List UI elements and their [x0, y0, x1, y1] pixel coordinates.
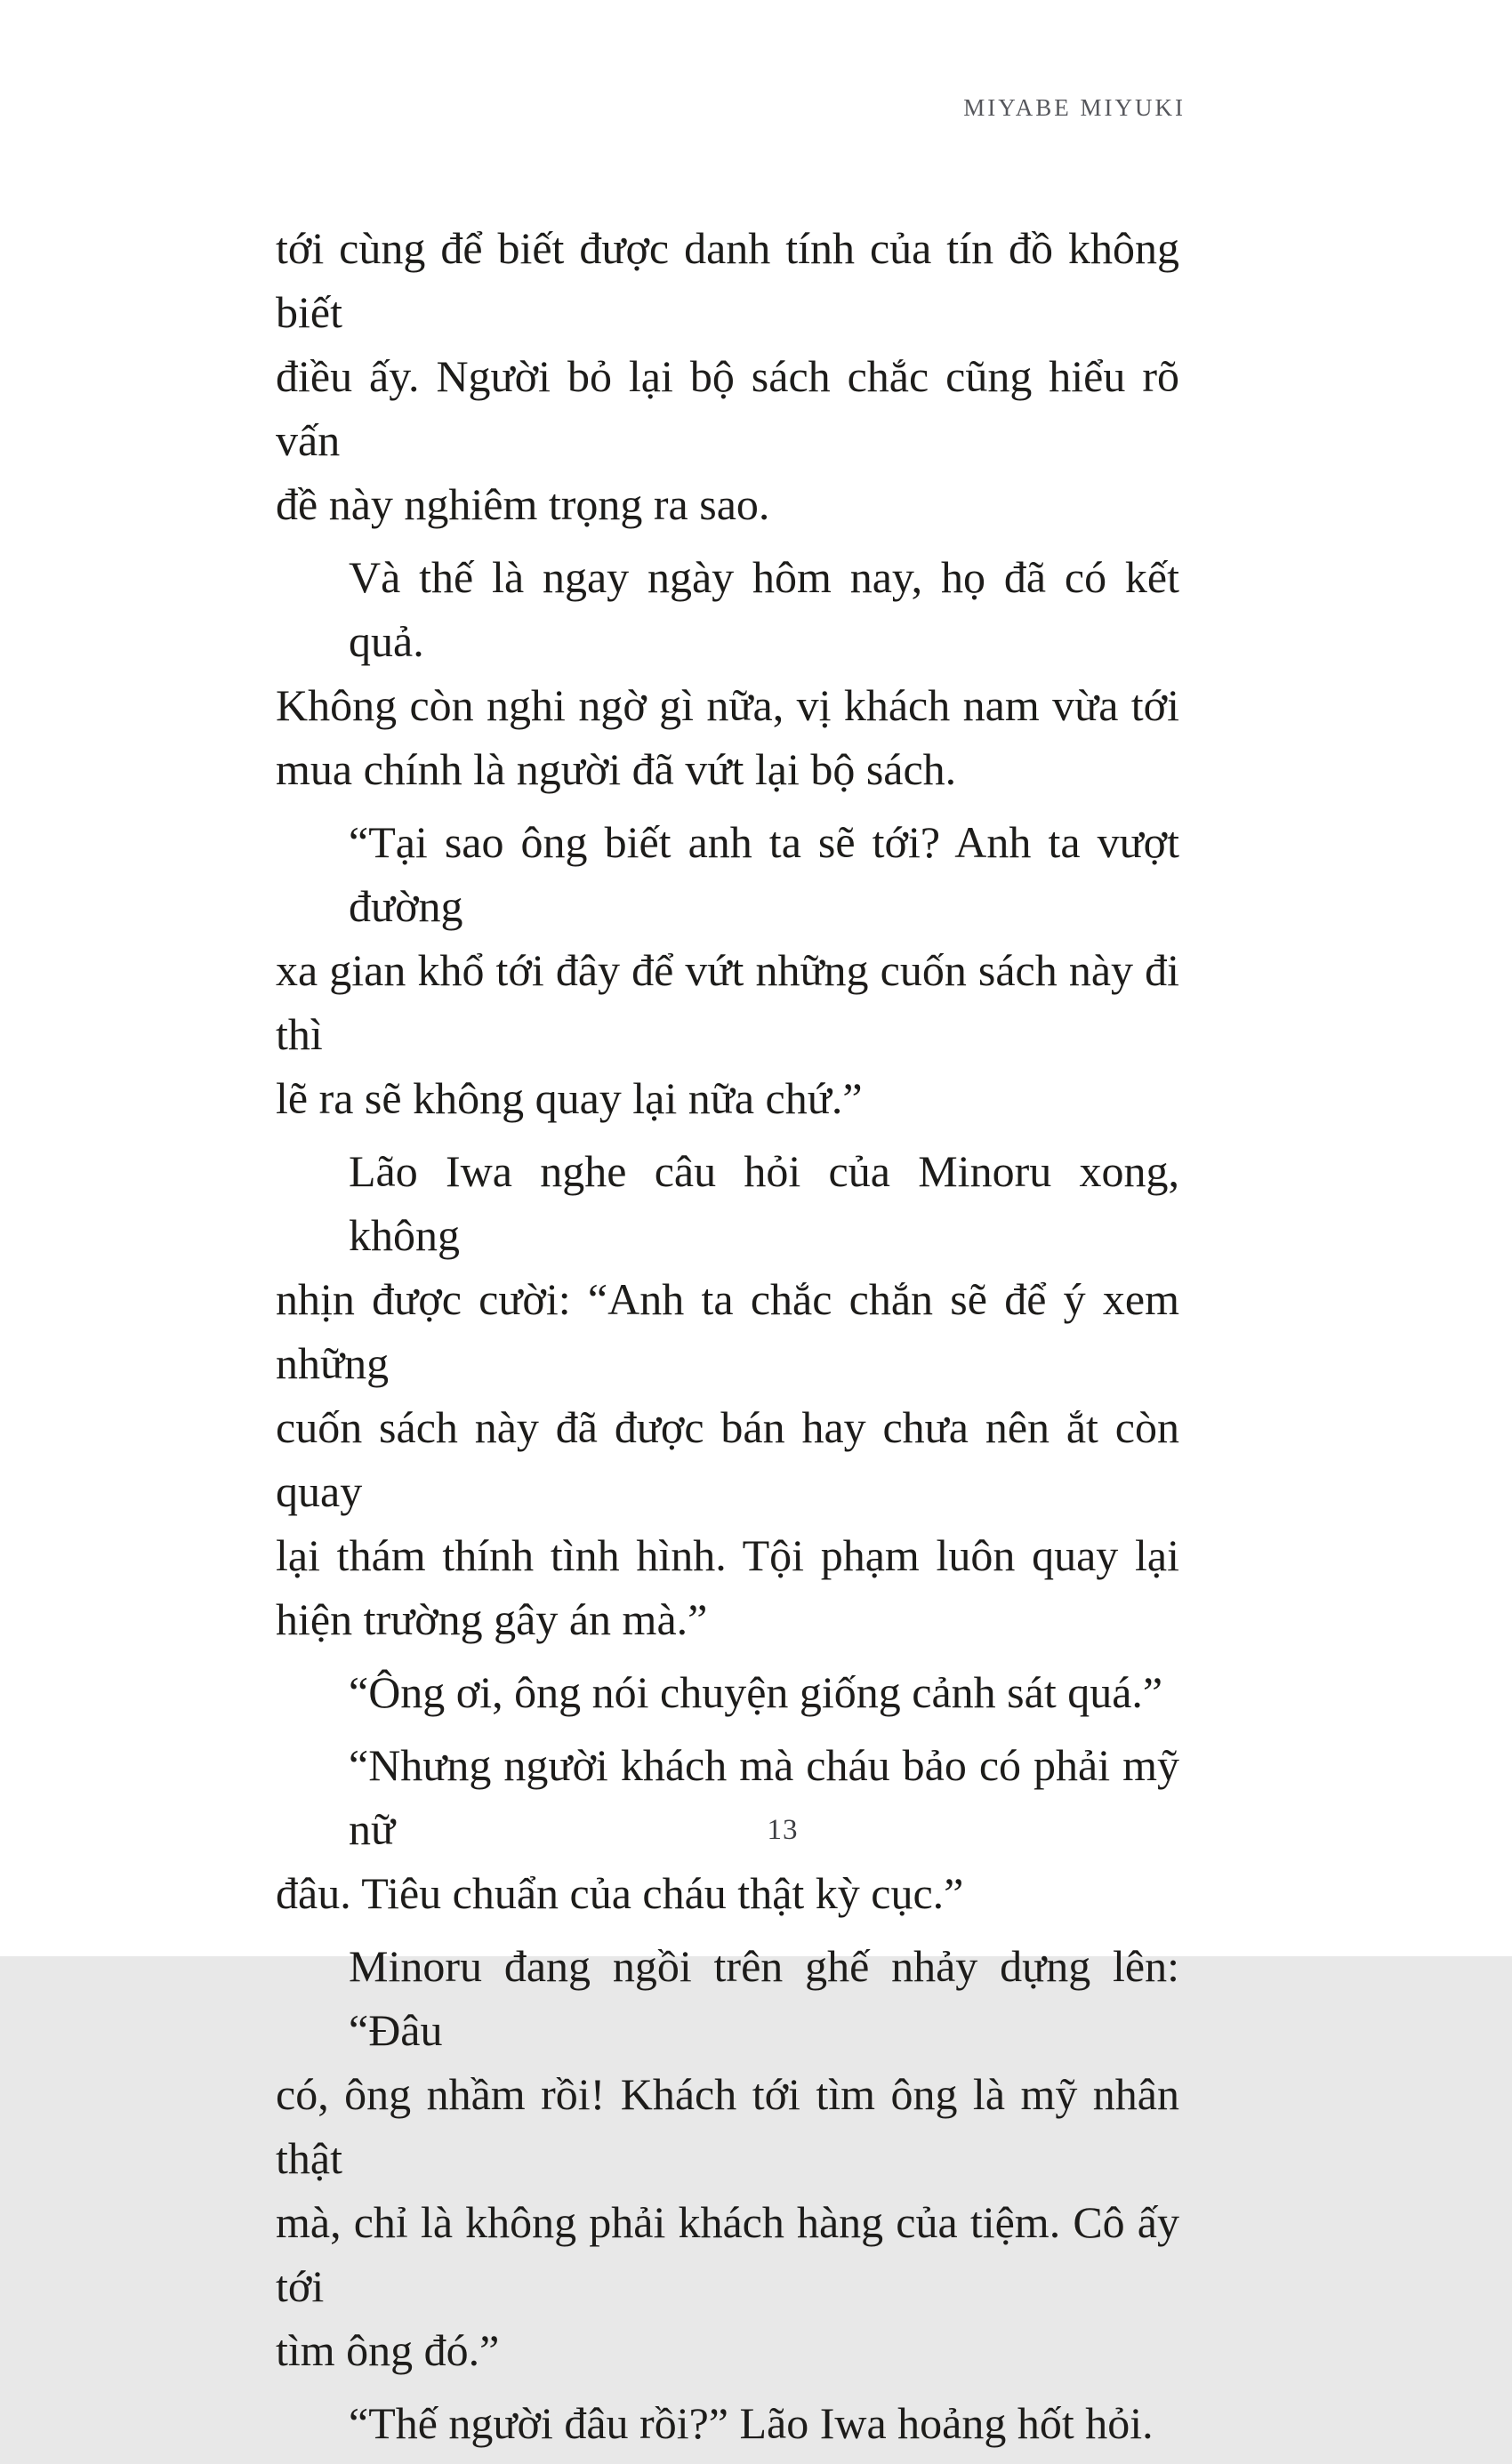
text-line: nhịn được cười: “Anh ta chắc chắn sẽ để ý xem những — [276, 1274, 1179, 1388]
paragraph — [276, 545, 1179, 801]
paragraph — [276, 2391, 1179, 2455]
text-line: cuốn sách này đã được bán hay chưa nên ắt còn quay — [276, 1402, 1179, 1516]
text-line: “Thế người đâu rồi?” Lão Iwa hoảng hốt hỏi. — [349, 2398, 1154, 2448]
text-line: Lão Iwa nghe câu hỏi của Minoru xong, không — [349, 1146, 1179, 1260]
text-line: “Ông ơi, ông nói chuyện giống cảnh sát quá.” — [349, 1667, 1163, 1717]
running-header-author: MIYABE MIYUKI — [963, 94, 1186, 121]
text-line: Minoru đang ngồi trên ghế nhảy dựng lên: “Đâu — [349, 1941, 1179, 2055]
paragraph — [276, 810, 1179, 1130]
text-line: đề này nghiêm trọng ra sao. — [276, 479, 770, 529]
text-block — [276, 216, 1179, 2464]
text-line: Và thế là ngay ngày hôm nay, họ đã có kết quả. — [349, 552, 1179, 666]
text-line: “Tại sao ông biết anh ta sẽ tới? Anh ta vượt đường — [349, 817, 1179, 931]
paragraph — [276, 1139, 1179, 1651]
paragraph — [276, 216, 1179, 536]
text-line: “Nhưng người khách mà cháu bảo có phải mỹ nữ — [349, 1740, 1179, 1854]
text-line: tới cùng để biết được danh tính của tín đồ không biết — [276, 223, 1179, 337]
text-line: lại thám thính tình hình. Tội phạm luôn quay lại — [276, 1530, 1179, 1580]
paragraph — [276, 1660, 1179, 1724]
text-line: điều ấy. Người bỏ lại bộ sách chắc cũng hiểu rõ vấn — [276, 351, 1179, 465]
text-line: hiện trường gây án mà.” — [276, 1594, 708, 1644]
text-line: đâu. Tiêu chuẩn của cháu thật kỳ cục.” — [276, 1868, 964, 1918]
paragraph — [276, 1934, 1179, 2382]
text-line: mà, chỉ là không phải khách hàng của tiệm. Cô ấy tới — [276, 2197, 1179, 2311]
page-number: 13 — [767, 1814, 799, 1846]
text-line: lẽ ra sẽ không quay lại nữa chứ.” — [276, 1073, 863, 1123]
text-line: Không còn nghi ngờ gì nữa, vị khách nam vừa tới — [276, 680, 1179, 730]
text-line: mua chính là người đã vứt lại bộ sách. — [276, 744, 957, 794]
text-line: tìm ông đó.” — [276, 2325, 500, 2375]
text-line: xa gian khổ tới đây để vứt những cuốn sách này đi thì — [276, 945, 1179, 1059]
text-line: có, ông nhầm rồi! Khách tới tìm ông là mỹ nhân thật — [276, 2069, 1179, 2183]
